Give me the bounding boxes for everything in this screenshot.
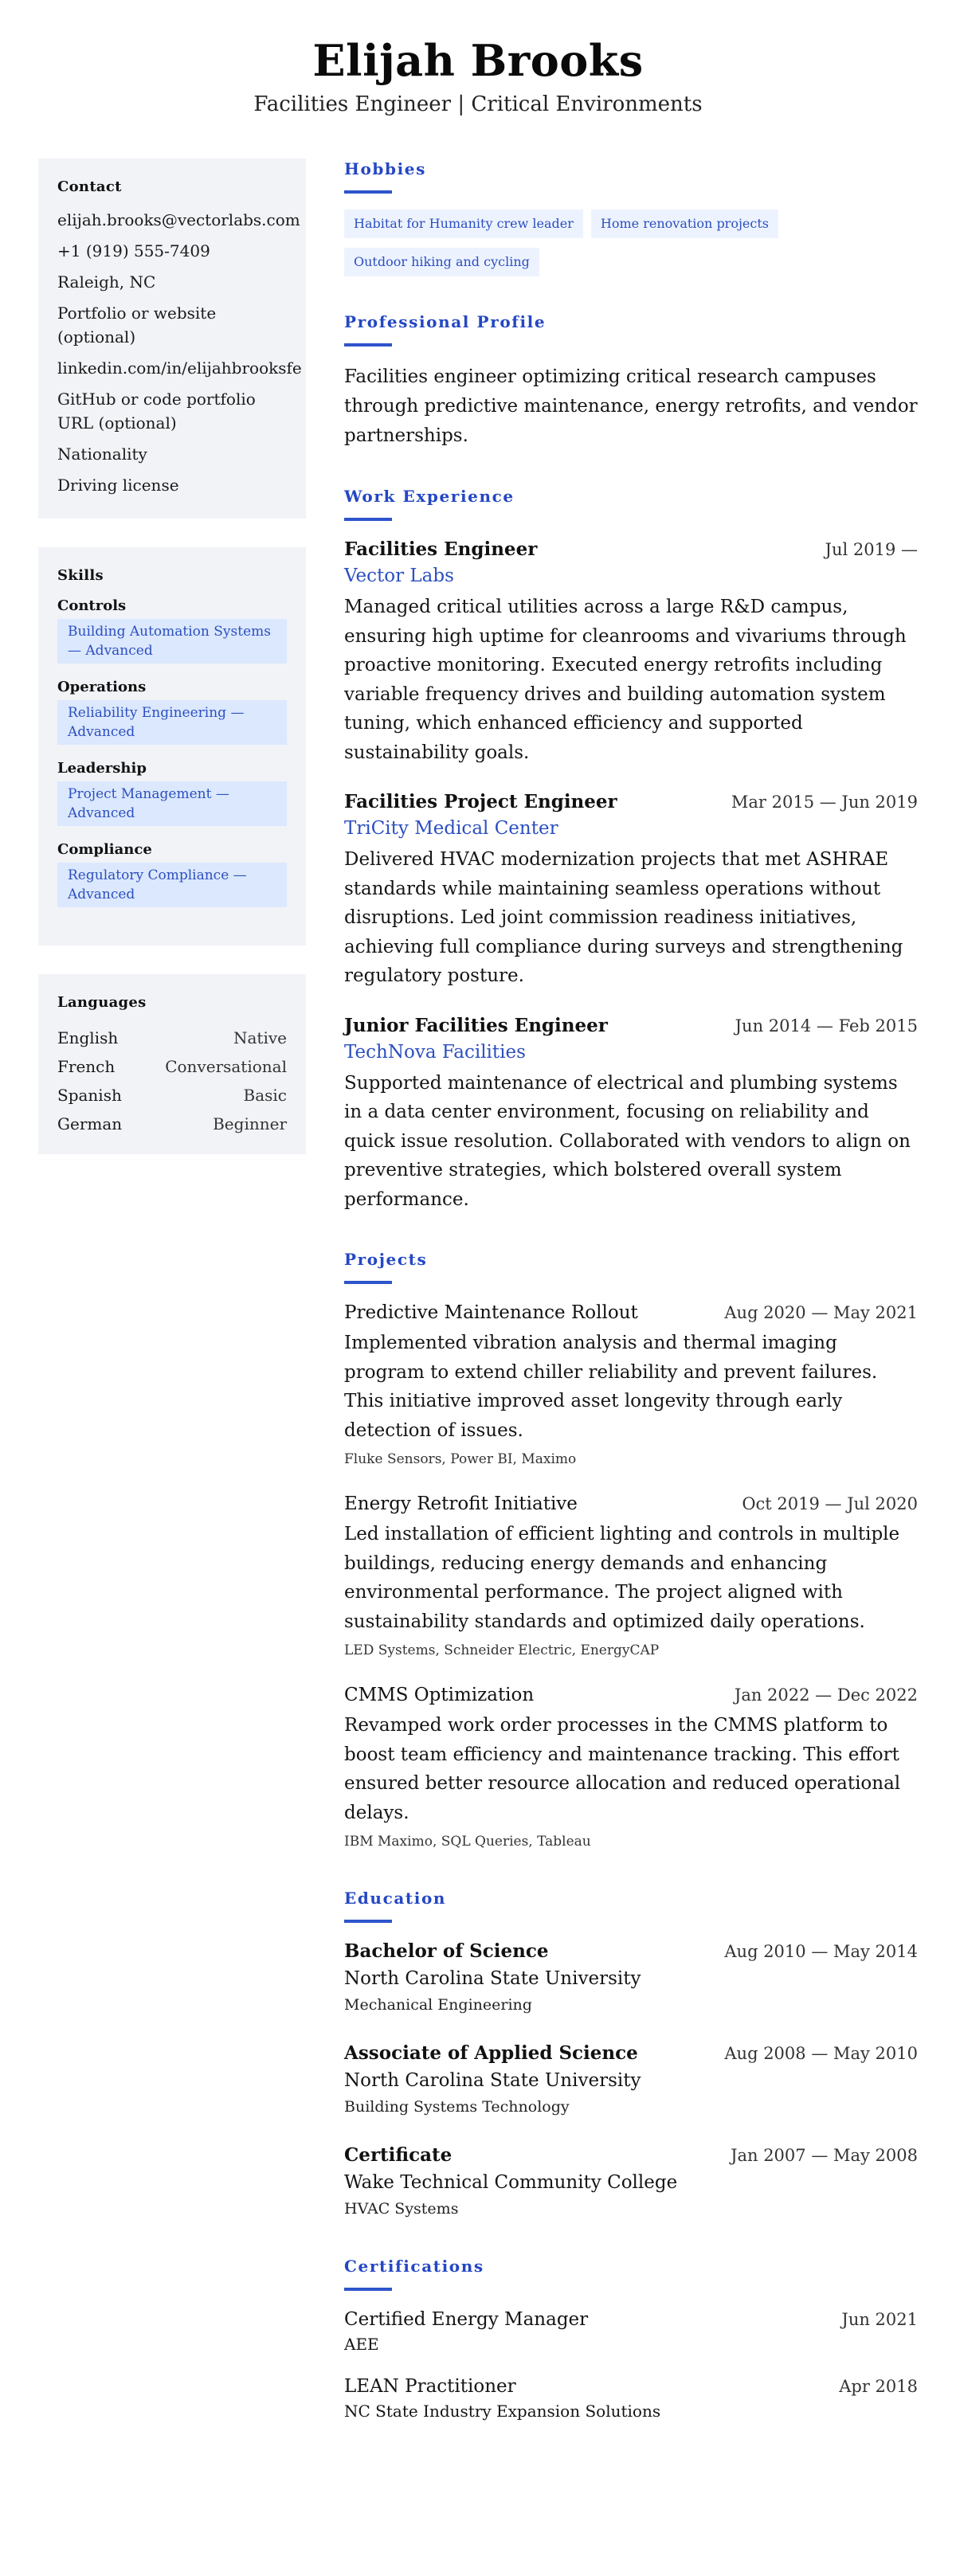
project-entry xyxy=(344,1491,918,1662)
job-title: Facilities Project Engineer xyxy=(344,791,617,812)
section-divider xyxy=(344,1281,392,1284)
job-description: Managed critical utilities across a large R&D campus, ensuring high uptime for cleanrooms and vivariums through proactive monitoring. Executed energy retrofits including variable frequency drives and building automation system tuning, which enhanced efficiency and supported sustainability goals. xyxy=(344,597,907,763)
languages-title: Languages xyxy=(57,994,147,1011)
contact-driving-license: Driving license xyxy=(57,476,179,495)
job-entry xyxy=(344,537,918,767)
resume-body xyxy=(0,140,956,2458)
main-column xyxy=(344,140,918,2458)
education-field: HVAC Systems xyxy=(344,2200,459,2218)
hobby-tag: Habitat for Humanity crew leader xyxy=(344,209,583,238)
section-title: Hobbies xyxy=(344,159,426,178)
education-entry xyxy=(344,2143,918,2221)
resume-header xyxy=(0,0,956,140)
language-level: Basic xyxy=(243,1086,287,1105)
job-dates: Jul 2019 — xyxy=(825,540,918,559)
skill-chip: Building Automation Systems — Advanced xyxy=(57,619,287,664)
project-name: CMMS Optimization xyxy=(344,1685,535,1705)
skill-group-controls xyxy=(57,597,287,664)
sidebar xyxy=(38,140,306,2458)
certification-name: Certified Energy Manager xyxy=(344,2309,589,2330)
job-title: Junior Facilities Engineer xyxy=(344,1014,608,1036)
education-degree: Associate of Applied Science xyxy=(344,2042,638,2064)
skill-group-title: Leadership xyxy=(57,760,147,777)
contact-title: Contact xyxy=(57,178,122,195)
section-title: Certifications xyxy=(344,2257,484,2276)
certification-issuer: AEE xyxy=(344,2335,379,2354)
language-name: French xyxy=(57,1057,116,1076)
job-company: TechNova Facilities xyxy=(344,1041,526,1063)
languages-panel xyxy=(38,974,306,1154)
section-divider xyxy=(344,343,392,346)
language-level: Conversational xyxy=(165,1057,287,1076)
project-entry xyxy=(344,1682,918,1853)
project-name: Energy Retrofit Initiative xyxy=(344,1494,578,1514)
experience-section xyxy=(344,486,918,1214)
education-section xyxy=(344,1888,918,2221)
job-dates: Jun 2014 — Feb 2015 xyxy=(735,1016,918,1035)
job-company: Vector Labs xyxy=(344,566,454,586)
certification-entry xyxy=(344,2374,918,2423)
hobbies-section xyxy=(344,159,918,276)
job-dates: Mar 2015 — Jun 2019 xyxy=(731,793,918,812)
candidate-name: Elijah Brooks xyxy=(312,35,644,86)
certification-entry xyxy=(344,2307,918,2356)
project-description: Revamped work order processes in the CMMS platform to boost team efficiency and maintenance tracking. This effort ensured better resource allocation and reduced operational delays. xyxy=(344,1715,901,1823)
education-field: Mechanical Engineering xyxy=(344,1996,532,2014)
profile-section xyxy=(344,311,918,451)
section-title: Projects xyxy=(344,1250,428,1269)
contact-location: Raleigh, NC xyxy=(57,272,156,292)
projects-section xyxy=(344,1249,918,1853)
section-divider xyxy=(344,1920,392,1923)
hobby-tags xyxy=(344,209,918,276)
education-dates: Aug 2008 — May 2010 xyxy=(724,2044,918,2063)
job-description: Supported maintenance of electrical and plumbing systems in a data center environment, focusing on reliability and quick issue resolution. Collaborated with vendors to align on preventive strategies, which bolstered overall system performance. xyxy=(344,1072,911,1210)
education-degree: Certificate xyxy=(344,2144,453,2166)
profile-summary: Facilities engineer optimizing critical research campuses through predictive maintenance, energy retrofits, and vendor partnerships. xyxy=(344,366,918,446)
certification-name: LEAN Practitioner xyxy=(344,2376,516,2397)
hobby-tag: Outdoor hiking and cycling xyxy=(344,248,539,276)
candidate-subtitle: Facilities Engineer | Critical Environments xyxy=(253,92,703,116)
education-school: Wake Technical Community College xyxy=(344,2172,678,2193)
section-title: Professional Profile xyxy=(344,312,547,331)
language-level: Native xyxy=(233,1028,287,1047)
language-name: Spanish xyxy=(57,1086,122,1105)
job-company: TriCity Medical Center xyxy=(344,818,558,839)
skill-chip: Regulatory Compliance — Advanced xyxy=(57,863,287,907)
skill-group-title: Operations xyxy=(57,679,147,695)
section-divider xyxy=(344,190,392,194)
section-divider xyxy=(344,2288,392,2291)
job-title: Facilities Engineer xyxy=(344,538,538,560)
project-tech: IBM Maximo, SQL Queries, Tableau xyxy=(344,1834,591,1850)
education-dates: Jan 2007 — May 2008 xyxy=(731,2146,918,2165)
section-title: Education xyxy=(344,1889,447,1908)
certifications-section xyxy=(344,2256,918,2423)
education-field: Building Systems Technology xyxy=(344,2098,570,2116)
section-divider xyxy=(344,518,392,521)
skill-group-title: Compliance xyxy=(57,841,152,858)
skill-group-operations xyxy=(57,678,287,745)
skill-group-compliance xyxy=(57,840,287,907)
job-entry xyxy=(344,789,918,991)
language-row xyxy=(57,1081,287,1110)
skill-group-title: Controls xyxy=(57,597,127,614)
project-dates: Aug 2020 — May 2021 xyxy=(724,1303,918,1322)
education-degree: Bachelor of Science xyxy=(344,1940,549,1962)
skills-title: Skills xyxy=(57,567,104,584)
skill-chip: Reliability Engineering — Advanced xyxy=(57,700,287,745)
education-entry xyxy=(344,1939,918,2017)
education-dates: Aug 2010 — May 2014 xyxy=(724,1942,918,1961)
project-dates: Jan 2022 — Dec 2022 xyxy=(734,1685,918,1705)
contact-panel xyxy=(38,159,306,519)
skill-chip: Project Management — Advanced xyxy=(57,781,287,826)
language-row xyxy=(57,1024,287,1052)
contact-linkedin[interactable]: linkedin.com/in/elijahbrooksfe xyxy=(57,358,302,378)
project-name: Predictive Maintenance Rollout xyxy=(344,1302,638,1323)
education-entry xyxy=(344,2041,918,2119)
certification-date: Apr 2018 xyxy=(839,2377,918,2396)
education-school: North Carolina State University xyxy=(344,1968,641,1989)
job-description: Delivered HVAC modernization projects that met ASHRAE standards while maintaining seamless operations without disruptions. Led joint commission readiness initiatives, achieving full compliance during surveys and strengthening regulatory posture. xyxy=(344,849,903,986)
project-dates: Oct 2019 — Jul 2020 xyxy=(742,1494,918,1513)
certification-date: Jun 2021 xyxy=(841,2310,918,2329)
project-tech: Fluke Sensors, Power BI, Maximo xyxy=(344,1451,577,1467)
skills-panel xyxy=(38,547,306,945)
language-level: Beginner xyxy=(213,1114,287,1133)
language-row xyxy=(57,1110,287,1138)
contact-email[interactable]: elijah.brooks@vectorlabs.com xyxy=(57,210,300,229)
hobby-tag: Home renovation projects xyxy=(591,209,778,238)
project-tech: LED Systems, Schneider Electric, EnergyCAP xyxy=(344,1642,660,1658)
language-name: German xyxy=(57,1114,123,1133)
contact-list xyxy=(57,208,302,497)
contact-github[interactable]: GitHub or code portfolio URL (optional) xyxy=(57,390,256,433)
project-description: Led installation of efficient lighting and controls in multiple buildings, reducing energy demands and enhancing environmental performance. The project aligned with sustainability standards and optimized daily operations. xyxy=(344,1524,900,1632)
skill-group-leadership xyxy=(57,759,287,826)
contact-portfolio[interactable]: Portfolio or website (optional) xyxy=(57,303,217,346)
certification-issuer: NC State Industry Expansion Solutions xyxy=(344,2402,661,2421)
language-row xyxy=(57,1052,287,1081)
education-school: North Carolina State University xyxy=(344,2070,641,2091)
language-name: English xyxy=(57,1028,119,1047)
contact-phone[interactable]: +1 (919) 555-7409 xyxy=(57,241,210,260)
section-title: Work Experience xyxy=(344,487,515,506)
project-entry xyxy=(344,1300,918,1470)
contact-nationality: Nationality xyxy=(57,444,147,464)
job-entry xyxy=(344,1013,918,1215)
project-description: Implemented vibration analysis and thermal imaging program to extend chiller reliability and prevent failures. This initiative improved asset longevity through early detection of issues. xyxy=(344,1333,878,1441)
